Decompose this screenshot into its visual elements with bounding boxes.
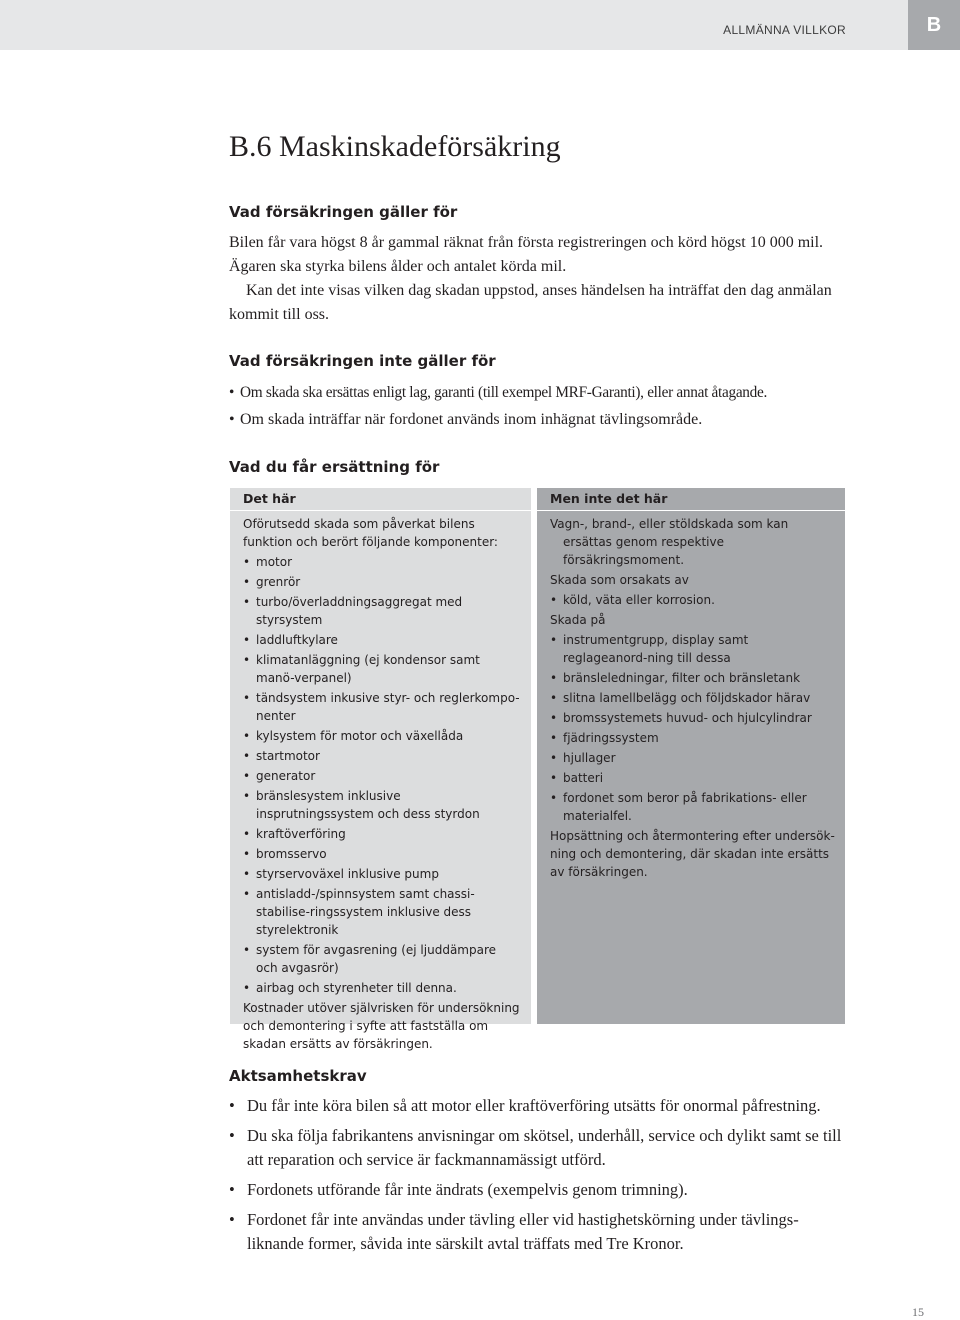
covered-column <box>230 488 531 1051</box>
compensation-heading: Vad du får ersättning för <box>229 458 440 476</box>
covered-column-header: Det här <box>230 488 531 511</box>
list-item: • Fordonet får inte användas under tävling eller vid hastighetskörning under tävlings-liknande former, såvida inte särskilt avtal träffats med Tre Kronor. <box>229 1208 849 1256</box>
list-item: • Du ska följa fabrikantens anvisningar om skötsel, underhåll, service och dylikt samt se till att reparation och service är fackmannamässigt utförd. <box>229 1124 849 1172</box>
not-applies-list <box>229 381 767 435</box>
care-heading: Aktsamhetskrav <box>229 1067 367 1085</box>
list-item: • generator <box>243 767 521 785</box>
covered-intro: Oförutsedd skada som påverkat bilens funktion och berört följande komponenter: <box>243 517 498 549</box>
list-item: • Om skada inträffar när fordonet används inom inhägnat tävlingsområde. <box>229 411 703 428</box>
list-item: • startmotor <box>243 747 521 765</box>
section-name: ALLMÄNNA VILLKOR <box>723 23 846 37</box>
list-item: • turbo/överladdningsaggregat med styrsystem <box>243 593 521 629</box>
damage-label: Skada på <box>550 613 606 627</box>
list-item: • bränsleledningar, filter och bränsletank <box>550 669 835 687</box>
list-item: • fjädringssystem <box>550 729 835 747</box>
list-item: • Du får inte köra bilen så att motor eller kraftöverföring utsätts för onormal påfrestning. <box>229 1094 849 1118</box>
list-item: • kraftöverföring <box>243 825 521 843</box>
covered-outro: Kostnader utöver självrisken för undersökning och demontering i syfte att fastställa om skadan ersätts av försäkringen. <box>243 1001 520 1051</box>
list-item: • grenrör <box>243 573 521 591</box>
list-item: • kylsystem för motor och växellåda <box>243 727 521 745</box>
list-item: • tändsystem inkusive styr- och reglerkompo-nenter <box>243 689 521 725</box>
list-item: • antisladd-/spinnsystem samt chassi-stabilise-ringssystem inklusive dess styrelektronik <box>243 885 521 939</box>
list-item: • system för avgasrening (ej ljuddämpare och avgasrör) <box>243 941 521 977</box>
list-item: • batteri <box>550 769 835 787</box>
list-item: • laddluftkylare <box>243 631 521 649</box>
list-item: • styrservoväxel inklusive pump <box>243 865 521 883</box>
list-item: • bromsservo <box>243 845 521 863</box>
section-badge: B <box>908 0 960 50</box>
list-item: • klimatanläggning (ej kondensor samt manö-verpanel) <box>243 651 521 687</box>
not-covered-column-header: Men inte det här <box>537 488 845 511</box>
list-item: • slitna lamellbelägg och följdskador härav <box>550 689 835 707</box>
list-item: • Fordonets utförande får inte ändrats (exempelvis genom trimning). <box>229 1178 849 1202</box>
list-item: • köld, väta eller korrosion. <box>550 591 835 609</box>
header-bar <box>0 0 960 50</box>
applies-heading: Vad försäkringen gäller för <box>229 203 458 221</box>
list-item: • airbag och styrenheter till denna. <box>243 979 521 997</box>
cause-list <box>550 591 835 609</box>
list-item: • Om skada ska ersättas enligt lag, garanti (till exempel MRF-Garanti), eller annat åtagande. <box>229 384 768 401</box>
covered-components-list <box>243 553 521 997</box>
list-item: • bromssystemets huvud- och hjulcylindrar <box>550 709 835 727</box>
list-item: • instrumentgrupp, display samt reglageanord-ning till dessa <box>550 631 835 667</box>
list-item: • hjullager <box>550 749 835 767</box>
damage-list <box>550 631 835 825</box>
not-covered-intro: Vagn-, brand-, eller stöldskada som kan ersättas genom respektive försäkringsmoment. <box>550 517 789 567</box>
list-item: • motor <box>243 553 521 571</box>
not-covered-column <box>537 488 845 1024</box>
care-list <box>229 1094 849 1262</box>
page-title: B.6 Maskinskadeförsäkring <box>229 130 561 163</box>
applies-paragraph-2: Kan det inte visas vilken dag skadan uppstod, anses händelsen ha inträffat den dag anmälan kommit till oss. <box>229 282 832 323</box>
cause-label: Skada som orsakats av <box>550 573 689 587</box>
list-item: • fordonet som beror på fabrikations- eller materialfel. <box>550 789 835 825</box>
not-applies-heading: Vad försäkringen inte gäller för <box>229 352 496 370</box>
list-item: • bränslesystem inklusive insprutningssystem och dess styrdon <box>243 787 521 823</box>
page-number: 15 <box>912 1305 924 1319</box>
not-covered-outro: Hopsättning och återmontering efter undersök-ning och demontering, där skadan inte ersätts av försäkringen. <box>550 829 835 879</box>
applies-paragraph-1: Bilen får vara högst 8 år gammal räknat från första registreringen och körd högst 10 000 mil. Ägaren ska styrka bilens ålder och antalet körda mil. <box>229 234 824 275</box>
